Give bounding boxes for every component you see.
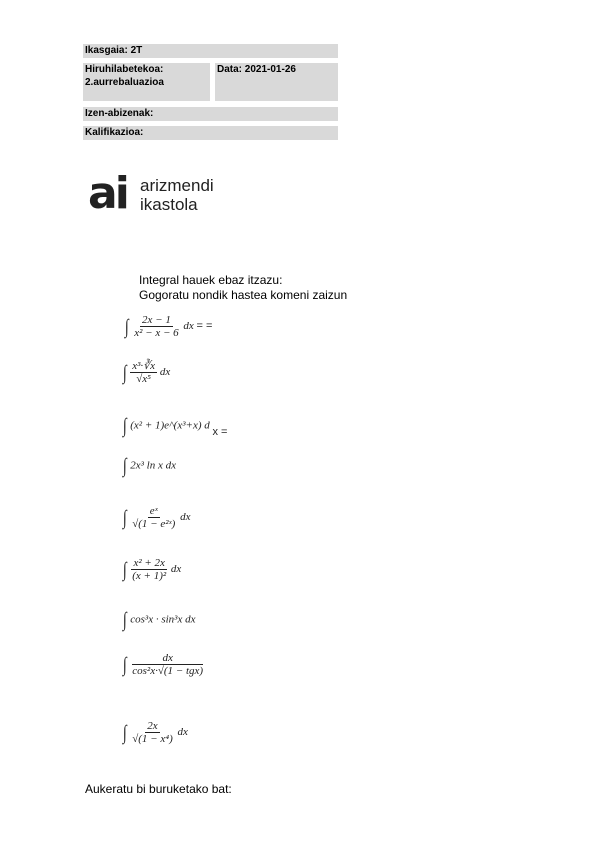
- integral-sign: ∫: [122, 653, 127, 676]
- integral-sign: ∫: [122, 455, 127, 477]
- fraction: [130, 557, 168, 582]
- name-field: Izen-abizenak:: [83, 107, 338, 121]
- integral-sign: ∫: [122, 721, 127, 744]
- exercise-6: [122, 557, 181, 582]
- numerator: dx: [132, 652, 202, 665]
- denominator: √(1 − e²ˣ): [132, 518, 176, 530]
- school-logo: [88, 168, 248, 220]
- fraction: [130, 720, 175, 745]
- grade-field: Kalifikazioa:: [83, 126, 338, 140]
- exercise-9: [122, 720, 188, 745]
- denominator: √(1 − x⁴): [132, 733, 173, 745]
- term-field: [83, 63, 210, 101]
- date-field: Data: 2021-01-26: [215, 63, 338, 101]
- differential: dx: [170, 563, 182, 576]
- numerator: 2x: [147, 720, 158, 732]
- exercise-8: [122, 652, 205, 677]
- numerator: 2x − 1: [142, 314, 171, 326]
- exercise-suffix: x =: [212, 425, 228, 438]
- exercise-suffix: = =: [196, 320, 213, 333]
- footer-text: Aukeratu bi buruketako bat:: [85, 782, 232, 796]
- integral-sign: ∫: [122, 558, 127, 581]
- integral-sign: ∫: [122, 609, 127, 631]
- exercise-3: [122, 416, 227, 436]
- numerator: eˣ: [149, 505, 158, 517]
- integral-sign: ∫: [122, 506, 127, 529]
- exercise-2: [122, 360, 170, 385]
- term-label: Hiruhilabetekoa:: [85, 64, 164, 75]
- differential: dx: [177, 726, 188, 739]
- instruction-line1: Integral hauek ebaz itzazu:: [139, 273, 283, 287]
- differential: dx: [180, 511, 191, 524]
- differential: dx: [159, 366, 171, 379]
- integral-sign: ∫: [124, 315, 129, 338]
- denominator: (x + 1)²: [132, 570, 167, 582]
- denominator: x² − x − 6: [134, 327, 179, 339]
- differential: dx: [183, 320, 194, 333]
- logo-text: [140, 176, 214, 214]
- logo-mark: ai: [88, 168, 127, 219]
- fraction: [132, 314, 180, 339]
- denominator: cos²x·√(1 − tgx): [132, 665, 204, 677]
- exercise-1: [124, 314, 212, 339]
- fraction: [130, 505, 177, 530]
- integrand: (x² + 1)e^(x³+x) d: [130, 419, 210, 432]
- integral-sign: ∫: [122, 361, 127, 384]
- denominator: √x⁵: [136, 373, 152, 385]
- exercise-5: [122, 505, 190, 530]
- numerator: x³·∛x: [132, 360, 156, 372]
- subject-field: Ikasgaia: 2T: [83, 44, 338, 58]
- exercise-4: [122, 456, 176, 476]
- integral-sign: ∫: [122, 415, 127, 437]
- exercise-7: [122, 610, 195, 630]
- term-value: 2.aurrebaluazioa: [85, 77, 164, 88]
- instruction-line2: Gogoratu nondik hastea komeni zaizun: [139, 288, 348, 302]
- fraction: [130, 652, 205, 677]
- fraction: [130, 360, 157, 385]
- logo-line2: ikastola: [140, 195, 198, 214]
- numerator: x² + 2x: [133, 557, 165, 569]
- logo-line1: arizmendi: [140, 176, 214, 195]
- integrand: 2x³ ln x dx: [130, 459, 176, 472]
- integrand: cos³x · sin³x dx: [130, 613, 196, 626]
